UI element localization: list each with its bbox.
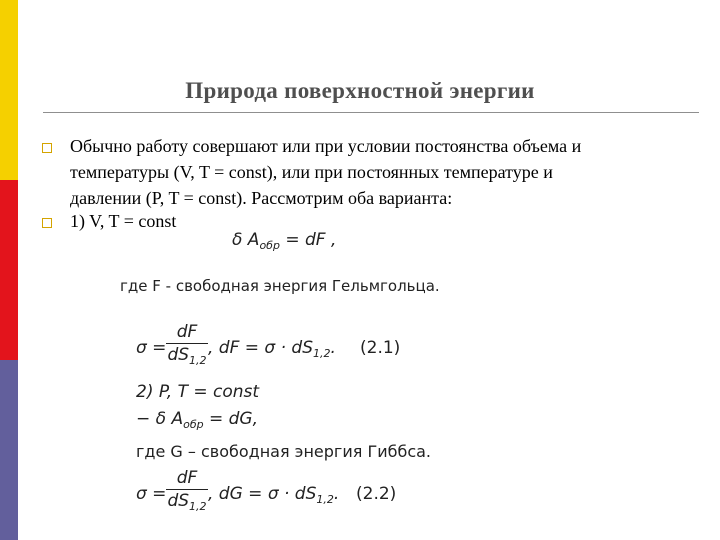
equation-2-1-rhs: , dF = $\sigma \cdot dS_{1,2}$. xyxy=(208,338,336,360)
fraction-dF-dS: dF $dS_{1,2}$ xyxy=(167,322,207,367)
bullet-2-text xyxy=(70,208,680,234)
note-gibbs: где G – свободная энергия Гиббса. xyxy=(136,442,432,461)
sigma-label: σ = xyxy=(136,484,167,504)
case-2-label: 2) P, T = const xyxy=(136,382,260,402)
slide-title: Природа поверхностной энергии xyxy=(185,78,535,103)
decor-stripe-purple xyxy=(0,360,18,540)
equation-2-2-tag: (2.2) xyxy=(356,484,397,504)
formula-work-gibbs: − δ $A_{обр}$ = dG, xyxy=(136,409,259,431)
equation-2-2-rhs: , dG = $\sigma \cdot dS_{1,2}$. xyxy=(208,484,340,506)
decor-stripe-red xyxy=(0,180,18,360)
bullet-1-line-2: температуры (V, T = const), или при постоянных температуре и xyxy=(70,162,553,182)
equation-2-1-tag: (2.1) xyxy=(360,338,401,358)
note-helmholtz: где F - свободная энергия Гельмгольца. xyxy=(120,277,440,295)
bullet-1-text xyxy=(70,133,680,211)
bullet-2-line-1: 1) V, T = const xyxy=(70,211,177,231)
fraction-dF-dS: dF $dS_{1,2}$ xyxy=(167,468,207,513)
sigma-label: σ = xyxy=(136,338,167,358)
formula-work-helmholtz: δ $A_{обр}$ = dF , xyxy=(232,230,337,252)
bullet-square-icon xyxy=(42,218,52,228)
title-divider xyxy=(43,112,699,113)
bullet-square-icon xyxy=(42,143,52,153)
bullet-1-line-1: Обычно работу совершают или при условии постоянства объема и xyxy=(70,136,582,156)
bullet-1-line-3: давлении (P, T = const). Рассмотрим оба варианта: xyxy=(70,188,453,208)
